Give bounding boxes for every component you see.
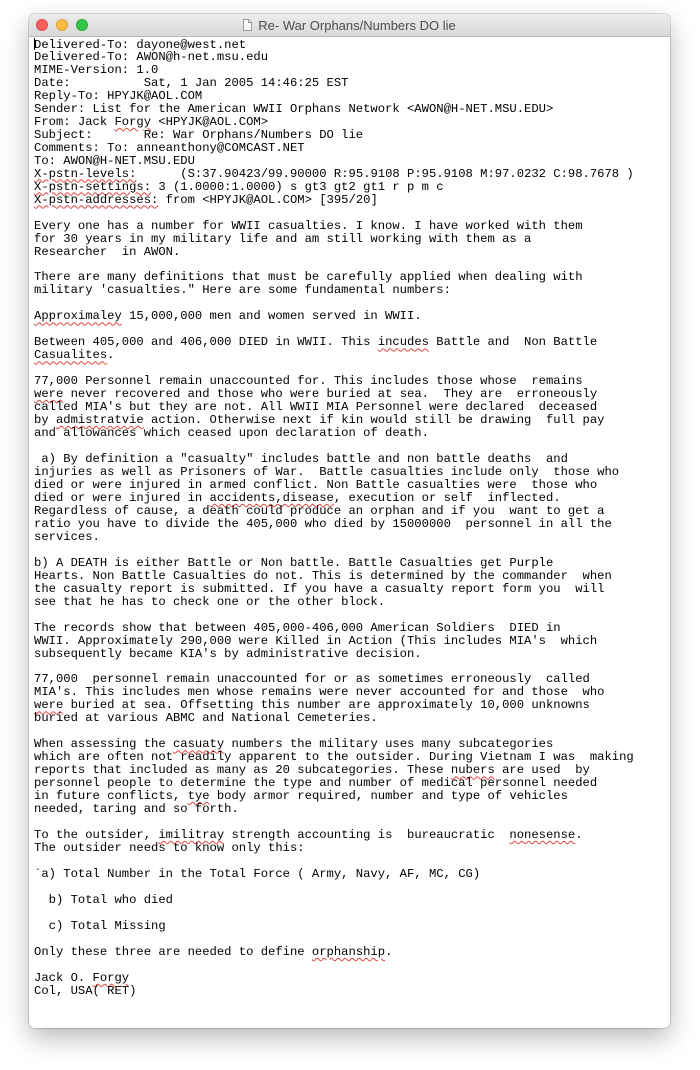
misspelled-word: were [34, 387, 64, 402]
text-run: buried at sea. Offsetting this number are approximately 10,000 unknowns [63, 698, 590, 713]
text-run: Reply-To: HPYJK@AOL.COM [34, 88, 203, 103]
text-run: To: AWON@H-NET.MSU.EDU [34, 153, 195, 168]
text-run: body armor required, number and type of vehicles [209, 789, 568, 804]
text-run: <HPYJK@AOL.COM> [151, 114, 269, 129]
body-line [34, 648, 670, 661]
title-group [243, 18, 455, 33]
body-line [34, 920, 670, 933]
misspelled-word: X-pstn-levels: [34, 166, 137, 181]
header-line [34, 194, 670, 207]
body-line [34, 246, 670, 259]
misspelled-word: nubers [450, 763, 495, 778]
body-paragraph [34, 310, 670, 323]
text-run: WWII. Approximately 290,000 were Killed in Action (This includes MIA's which [34, 633, 598, 648]
text-run: Only these three are needed to define [34, 944, 312, 959]
text-run: When assessing the [34, 737, 173, 752]
misspelled-word: Forgy [114, 114, 152, 129]
body-line [34, 985, 670, 998]
misspelled-word: imilitray [158, 828, 225, 843]
text-run: There are many definitions that must be carefully applied when dealing with [34, 270, 583, 285]
minimize-button[interactable] [56, 19, 68, 31]
body-paragraph [34, 868, 670, 881]
text-run: never recovered and those who were buried at sea. They are erroneously [63, 387, 598, 402]
text-run: military 'casualties." Here are some fundamental numbers: [34, 283, 451, 298]
text-run: and allowances which ceased upon declaration of death. [34, 426, 429, 441]
text-run: are used by [494, 763, 590, 778]
body-line [34, 596, 670, 609]
text-run: which are often not readily apparent to the outsider. During Vietnam I was making [34, 750, 634, 765]
text-run: buried at various ABMC and National Cemeteries. [34, 711, 378, 726]
text-run: needed, taring and so forth. [34, 802, 239, 817]
text-run: Delivered-To: AWON@h-net.msu.edu [34, 49, 269, 64]
text-run: 77,000 personnel remain unaccounted for or as sometimes erroneously called [34, 672, 590, 687]
body-line [34, 336, 670, 349]
body-line [34, 712, 670, 725]
text-run: injuries as well as Prisoners of War. Battle casualties include only those who [34, 464, 620, 479]
body-paragraph [34, 271, 670, 297]
text-run: MIME-Version: 1.0 [34, 62, 159, 77]
title-bar[interactable] [29, 14, 670, 37]
misspelled-word: X-pstn-addresses: [34, 192, 159, 207]
misspelled-word: Approximaley [34, 309, 122, 324]
text-run: MIA's. This includes men whose remains were never accounted for and those who [34, 685, 605, 700]
body-line [34, 531, 670, 544]
mail-window [29, 14, 670, 1028]
body-paragraph [34, 557, 670, 609]
text-run: for 30 years in my military life and am still working with them as a [34, 231, 532, 246]
text-run: To the outsider, [34, 828, 159, 843]
body-line [34, 310, 670, 323]
text-run: 3 (1.0000:1.0000) s gt3 gt2 gt1 r p m c [151, 179, 444, 194]
text-run: From: Jack [34, 114, 115, 129]
misspelled-word: incudes [377, 335, 429, 350]
text-run: numbers the military uses many subcategories [224, 737, 554, 752]
text-run: Date: Sat, 1 Jan 2005 14:46:25 EST [34, 75, 349, 90]
misspelled-word: Forgy [92, 970, 130, 985]
body-line [34, 894, 670, 907]
misspelled-word: orphanship [311, 944, 386, 959]
body-line [34, 842, 670, 855]
body-paragraph [34, 894, 670, 907]
close-button[interactable] [36, 19, 48, 31]
text-run: a) By definition a "casualty" includes battle and non battle deaths and [34, 452, 568, 466]
misspelled-word: accidents,disease [209, 490, 334, 505]
text-run: Comments: To: anneanthony@COMCAST.NET [34, 140, 305, 155]
text-run: , execution or self inflected. [333, 490, 561, 505]
text-run: b) Total who died [34, 892, 173, 907]
text-run: Battle and Non Battle [428, 335, 598, 350]
body-line [34, 868, 670, 881]
body-paragraph [34, 375, 670, 440]
text-run: c) Total Missing [34, 918, 166, 933]
misspelled-word: tye [187, 789, 210, 804]
text-run: `a) Total Number in the Total Force ( Army, Navy, AF, MC, CG) [34, 867, 481, 881]
text-run: The records show that between 405,000-406,000 American Soldiers DIED in [34, 620, 561, 635]
text-run: reports that included as many as 20 subcategories. These [34, 763, 451, 778]
body-line [34, 518, 670, 531]
body-paragraph [34, 946, 670, 959]
zoom-button[interactable] [76, 19, 88, 31]
text-run: . [385, 944, 393, 959]
text-run: see that he has to check one or the other block. [34, 594, 386, 609]
text-run: Researcher in AWON. [34, 244, 181, 259]
document-icon[interactable] [243, 19, 252, 31]
text-run: Col, USA( RET) [34, 983, 137, 998]
text-run: Between 405,000 and 406,000 DIED in WWII. This [34, 335, 378, 350]
text-run: died or were injured in armed conflict. Non Battle casualties were those who [34, 477, 598, 492]
misspelled-word: casuaty [172, 737, 225, 752]
text-run: by [34, 413, 56, 428]
text-run: services. [34, 529, 100, 544]
window-title: Re- War Orphans/Numbers DO lie [258, 17, 456, 33]
text-run: Jack O. [34, 970, 93, 985]
body-paragraph [34, 622, 670, 661]
body-line [34, 349, 670, 362]
misspelled-word: admistratvie [55, 413, 144, 428]
body-line [34, 946, 670, 959]
text-run: Every one has a number for WWII casualties. I know. I have worked with them [34, 218, 583, 233]
text-run: in future conflicts, [34, 789, 188, 804]
text-run: Subject: Re: War Orphans/Numbers DO lie [34, 127, 364, 142]
text-run: Regardless of cause, a death could produce an orphan and if you want to get a [34, 503, 605, 518]
text-run: Delivered-To: dayone@west.net [34, 38, 247, 52]
text-run: The outsider needs to know only this: [34, 841, 305, 856]
body-paragraph [34, 738, 670, 816]
text-run: Hearts. Non Battle Casualties do not. This is determined by the commander when [34, 568, 612, 583]
message-body[interactable] [29, 37, 670, 998]
text-run: . [107, 348, 115, 363]
body-paragraph [34, 220, 670, 259]
text-run: 77,000 Personnel remain unaccounted for. This includes those whose remains [34, 374, 583, 389]
traffic-lights [36, 19, 88, 31]
text-run: Sender: List for the American WWII Orphans Network <AWON@H-NET.MSU.EDU> [34, 101, 554, 116]
text-run: strength accounting is bureaucratic [224, 828, 510, 843]
misspelled-word: Casualites [34, 348, 108, 363]
text-run: b) A DEATH is either Battle or Non battle. Battle Casualties get Purple [34, 555, 554, 570]
text-run: 15,000,000 men and women served in WWII. [121, 309, 422, 324]
text-run: the casualty report is submitted. If you have a casualty report form you will [34, 581, 605, 596]
text-run: called MIA's but they are not. All WWII MIA Personnel were declared deceased [34, 400, 598, 415]
text-run: action. Otherwise next if kin would still be drawing full pay [143, 413, 605, 428]
misspelled-word: nonesense [509, 828, 576, 843]
body-paragraph [34, 920, 670, 933]
text-run: (S:37.90423/99.90000 R:95.9108 P:95.9108 M:97.0232 C:98.7678 ) [136, 166, 634, 181]
body-line [34, 427, 670, 440]
text-run: . [575, 828, 583, 843]
body-paragraph [34, 829, 670, 855]
body-paragraph [34, 972, 670, 998]
body-line [34, 284, 670, 297]
text-run: from <HPYJK@AOL.COM> [395/20] [158, 192, 378, 207]
body-paragraph [34, 673, 670, 725]
body-paragraph [34, 453, 670, 544]
text-run: subsequently became KIA's by administrative decision. [34, 646, 422, 661]
text-run: ratio you have to divide the 405,000 who died by 15000000 personnel in all the [34, 516, 612, 531]
misspelled-word: were [34, 698, 64, 713]
text-run: personnel people to determine the type and number of medical personnel needed [34, 776, 598, 791]
body-paragraph [34, 336, 670, 362]
misspelled-word: X-pstn-settings: [34, 179, 152, 194]
body-line [34, 803, 670, 816]
text-run: died or were injured in [34, 490, 210, 505]
